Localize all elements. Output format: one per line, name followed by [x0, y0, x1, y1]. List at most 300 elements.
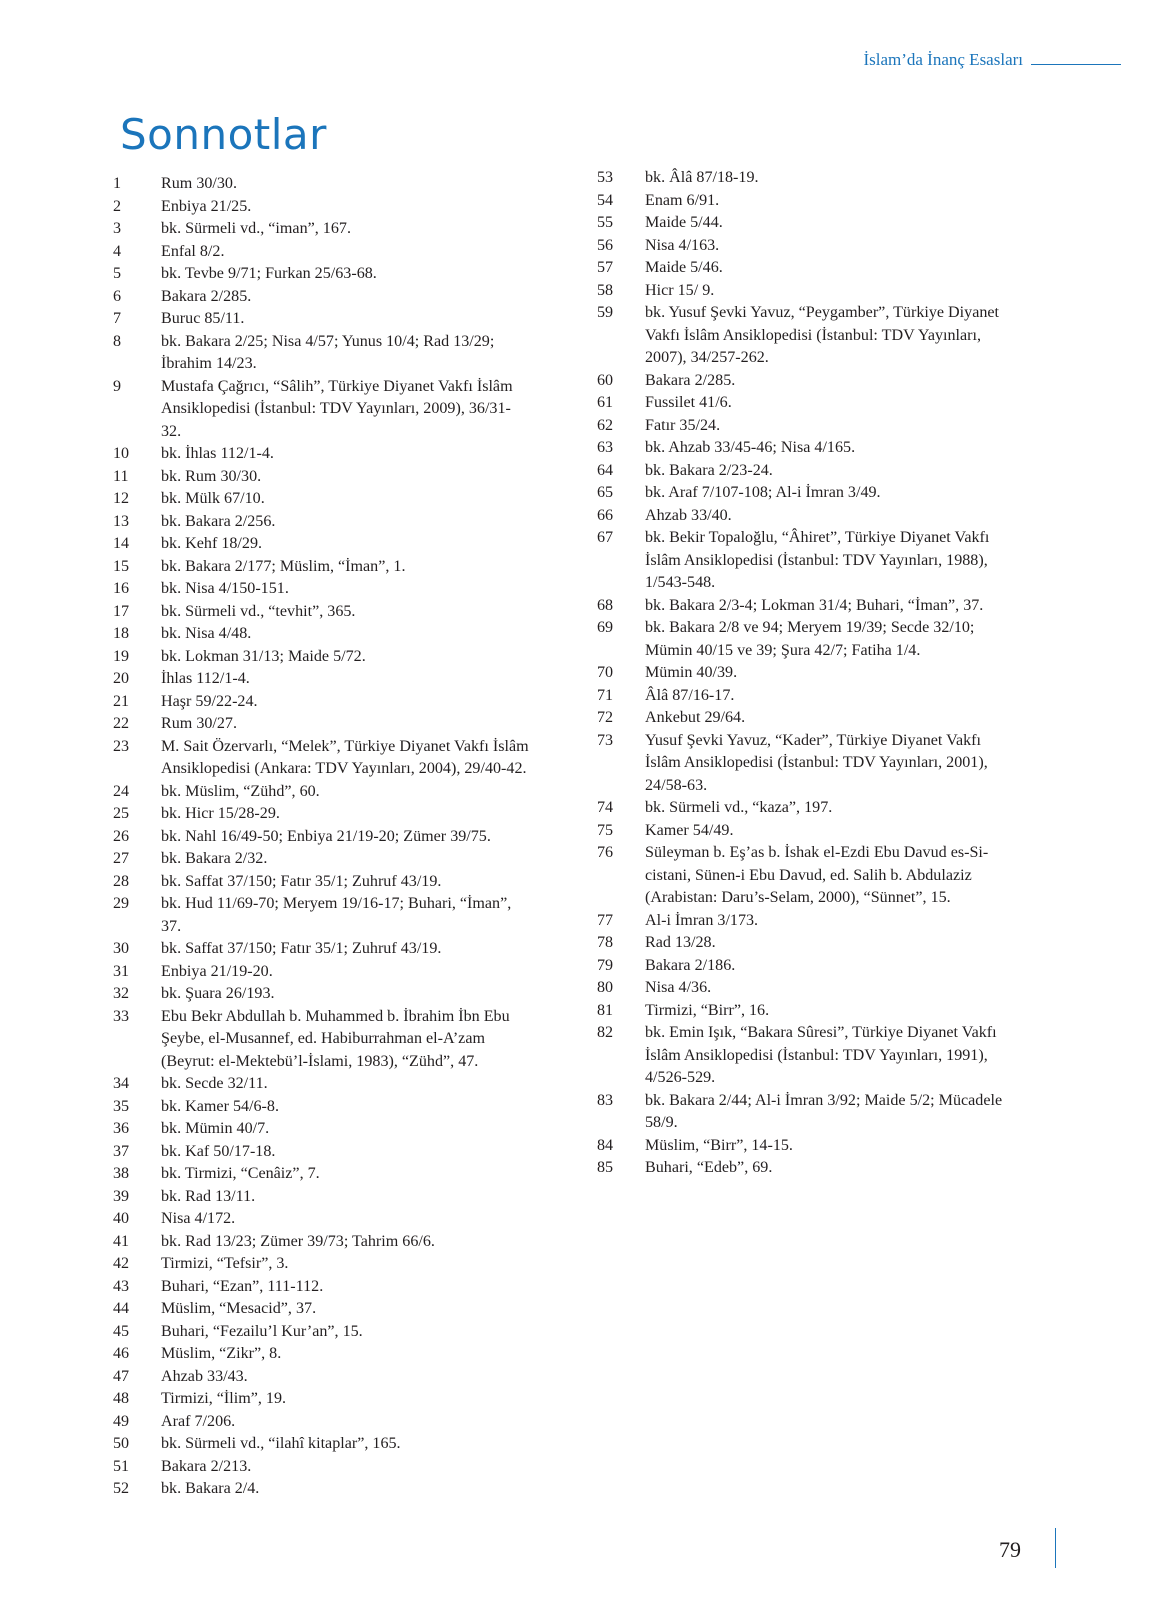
endnote-item [597, 392, 1072, 415]
endnote-text [161, 1366, 581, 1389]
endnote-line: bk. Sürmeli vd., “kaza”, 197. [645, 799, 833, 816]
endnote-number: 55 [597, 214, 614, 231]
endnote-text [161, 668, 581, 691]
endnote-item [597, 662, 1072, 685]
endnote-text [161, 308, 581, 331]
endnote-number: 85 [597, 1159, 614, 1176]
endnote-line: bk. Yusuf Şevki Yavuz, “Peygamber”, Türkiye Diyanet [645, 304, 999, 321]
endnote-text [161, 1478, 581, 1501]
endnote-number: 64 [597, 461, 614, 479]
endnote-item [113, 241, 581, 264]
endnote-line: bk. Rad 13/11. [161, 1187, 256, 1205]
endnote-item [113, 871, 581, 894]
endnote-item [113, 1388, 581, 1411]
endnote-line: Enbiya 21/19-20. [161, 962, 273, 980]
endnote-number: 10 [113, 445, 130, 462]
endnote-item [597, 932, 1072, 955]
endnote-item [597, 595, 1072, 618]
running-header [863, 50, 1121, 70]
endnote-number: 63 [597, 439, 614, 456]
endnote-text [161, 196, 581, 219]
endnote-line: Fatır 35/24. [645, 416, 721, 434]
endnote-line: bk. Nisa 4/48. [161, 625, 252, 642]
endnote-text [161, 218, 581, 241]
endnote-item [597, 482, 1072, 505]
endnote-number: 18 [113, 625, 130, 642]
endnote-number: 59 [597, 304, 614, 321]
endnote-item [597, 167, 1072, 190]
endnote-number: 67 [597, 529, 614, 546]
endnote-text [645, 1090, 1072, 1135]
endnote-item [113, 781, 581, 804]
endnote-line: (Arabistan: Daru’s-Selam, 2000), “Sünnet”, 15. [645, 889, 951, 906]
endnote-line: bk. Saffat 37/150; Fatır 35/1; Zuhruf 43/19. [161, 872, 442, 890]
endnote-text [645, 977, 1072, 1000]
endnote-text [645, 370, 1072, 393]
endnote-number: 49 [113, 1412, 130, 1430]
endnote-text [161, 331, 581, 376]
endnote-line: bk. Bekir Topaloğlu, “Âhiret”, Türkiye Diyanet Vakfı [645, 529, 990, 546]
endnote-text [161, 848, 581, 871]
endnote-text [645, 955, 1072, 978]
endnote-text [161, 443, 581, 466]
endnote-number: 15 [113, 557, 130, 575]
endnote-text [645, 302, 1072, 370]
endnote-item [597, 302, 1072, 370]
endnote-line: (Beyrut: el-Mektebü’l-İslami, 1983), “Zühd”, 47. [161, 1052, 479, 1070]
endnote-number: 27 [113, 850, 130, 867]
endnote-text [645, 1135, 1072, 1158]
endnote-line: bk. İhlas 112/1-4. [161, 445, 274, 462]
endnote-item [113, 286, 581, 309]
endnote-text [161, 1411, 581, 1434]
endnote-number: 34 [113, 1075, 130, 1092]
endnote-text [161, 173, 581, 196]
endnote-number: 41 [113, 1232, 130, 1250]
endnote-item [113, 1141, 581, 1164]
endnote-line: bk. Bakara 2/256. [161, 512, 276, 530]
endnote-line: bk. Lokman 31/13; Maide 5/72. [161, 647, 366, 665]
endnote-line: İslâm Ansiklopedisi (İstanbul: TDV Yayınları, 2001), [645, 754, 988, 771]
endnote-line: Buhari, “Fezailu’l Kur’an”, 15. [161, 1322, 363, 1340]
endnote-line: Müslim, “Birr”, 14-15. [645, 1136, 793, 1154]
endnote-line: bk. Sürmeli vd., “iman”, 167. [161, 220, 351, 237]
endnote-item [113, 376, 581, 444]
endnote-text [161, 1231, 581, 1254]
endnote-item [113, 601, 581, 624]
endnote-item [113, 218, 581, 241]
endnote-line: bk. Ahzab 33/45-46; Nisa 4/165. [645, 439, 856, 456]
endnote-line: bk. Rum 30/30. [161, 467, 262, 485]
endnote-item [597, 527, 1072, 595]
endnote-line: Rum 30/30. [161, 175, 238, 192]
endnote-number: 2 [113, 197, 122, 215]
endnote-number: 62 [597, 416, 614, 434]
endnote-item [597, 707, 1072, 730]
endnote-text [161, 1456, 581, 1479]
endnote-item [597, 370, 1072, 393]
endnotes-right-column [597, 167, 1072, 1180]
endnote-text [645, 842, 1072, 910]
endnote-text [161, 1433, 581, 1456]
endnote-text [645, 212, 1072, 235]
endnote-line: bk. Bakara 2/23-24. [645, 461, 773, 479]
endnote-line: M. Sait Özervarlı, “Melek”, Türkiye Diyanet Vakfı İslâm [161, 737, 529, 755]
endnote-item [113, 1478, 581, 1501]
endnote-number: 16 [113, 580, 130, 597]
endnote-line: bk. Mümin 40/7. [161, 1120, 270, 1137]
endnote-text [645, 1022, 1072, 1090]
endnote-item [113, 1321, 581, 1344]
endnote-number: 9 [113, 377, 122, 395]
endnote-number: 38 [113, 1165, 130, 1182]
endnote-item [113, 1073, 581, 1096]
endnote-line: Buhari, “Ezan”, 111-112. [161, 1277, 324, 1295]
endnote-number: 32 [113, 985, 130, 1002]
endnote-number: 29 [113, 895, 130, 912]
endnote-item [113, 196, 581, 219]
endnote-number: 56 [597, 236, 614, 254]
endnote-number: 48 [113, 1390, 130, 1407]
endnote-text [161, 1298, 581, 1321]
endnote-line: Ebu Bekr Abdullah b. Muhammed b. İbrahim İbn Ebu [161, 1007, 510, 1025]
endnote-number: 51 [113, 1457, 130, 1475]
endnote-line: Maide 5/46. [645, 259, 723, 276]
endnote-text [161, 601, 581, 624]
endnote-text [161, 488, 581, 511]
endnote-item [113, 1231, 581, 1254]
endnote-text [645, 595, 1072, 618]
endnote-text [645, 167, 1072, 190]
endnote-item [113, 533, 581, 556]
endnote-text [161, 983, 581, 1006]
endnote-text [161, 961, 581, 984]
endnote-number: 75 [597, 821, 614, 839]
endnote-item [597, 977, 1072, 1000]
endnote-line: bk. Nahl 16/49-50; Enbiya 21/19-20; Zümer 39/75. [161, 827, 491, 845]
endnote-item [113, 893, 581, 938]
endnote-item [113, 736, 581, 781]
endnote-text [161, 1118, 581, 1141]
endnote-line: 37. [161, 917, 182, 935]
endnote-text [645, 910, 1072, 933]
endnote-number: 7 [113, 310, 122, 327]
endnote-number: 68 [597, 596, 614, 614]
endnote-text [645, 730, 1072, 798]
endnote-line: Hicr 15/ 9. [645, 281, 715, 299]
endnote-line: Bakara 2/285. [645, 371, 736, 389]
endnote-line: İslâm Ansiklopedisi (İstanbul: TDV Yayınları, 1988), [645, 551, 988, 569]
endnote-number: 20 [113, 670, 130, 687]
endnote-text [645, 190, 1072, 213]
endnote-line: İbrahim 14/23. [161, 355, 257, 372]
endnote-text [645, 617, 1072, 662]
endnote-number: 6 [113, 287, 122, 305]
endnote-item [597, 280, 1072, 303]
endnote-item [113, 1433, 581, 1456]
endnote-number: 31 [113, 962, 130, 980]
endnote-number: 70 [597, 664, 614, 681]
endnote-item [113, 803, 581, 826]
endnote-number: 40 [113, 1210, 130, 1227]
endnote-line: Tirmizi, “İlim”, 19. [161, 1390, 287, 1407]
endnote-text [161, 1388, 581, 1411]
endnote-number: 74 [597, 799, 614, 816]
endnote-line: Enfal 8/2. [161, 242, 225, 260]
endnote-number: 43 [113, 1277, 130, 1295]
endnote-line: Rum 30/27. [161, 715, 238, 732]
endnote-text [161, 803, 581, 826]
endnote-number: 4 [113, 242, 122, 260]
endnote-line: Yusuf Şevki Yavuz, “Kader”, Türkiye Diyanet Vakfı [645, 731, 981, 749]
endnote-text [645, 482, 1072, 505]
endnote-line: Mümin 40/39. [645, 664, 738, 681]
endnote-text [645, 1157, 1072, 1180]
endnote-number: 14 [113, 535, 130, 552]
endnote-text [161, 556, 581, 579]
endnote-number: 45 [113, 1322, 130, 1340]
endnote-text [645, 685, 1072, 708]
endnote-item [113, 1006, 581, 1074]
endnote-item [597, 437, 1072, 460]
endnote-text [645, 437, 1072, 460]
endnote-line: bk. Bakara 2/44; Al-i İmran 3/92; Maide 5/2; Mücadele [645, 1091, 1003, 1109]
endnote-line: Mustafa Çağrıcı, “Sâlih”, Türkiye Diyanet Vakfı İslâm [161, 377, 513, 395]
endnote-number: 30 [113, 940, 130, 957]
endnote-text [645, 1000, 1072, 1023]
endnote-number: 44 [113, 1300, 130, 1317]
endnote-number: 61 [597, 394, 614, 411]
endnote-item [597, 820, 1072, 843]
endnote-text [645, 415, 1072, 438]
endnote-text [161, 1006, 581, 1074]
running-header-title: İslam’da İnanç Esasları [863, 50, 1023, 69]
section-title: Sonnotlar [120, 110, 327, 159]
endnote-line: Nisa 4/36. [645, 979, 712, 996]
endnote-line: bk. Secde 32/11. [161, 1075, 268, 1092]
endnote-line: Tirmizi, “Tefsir”, 3. [161, 1255, 289, 1272]
endnote-number: 54 [597, 191, 614, 209]
endnote-item [113, 488, 581, 511]
endnote-text [645, 235, 1072, 258]
endnote-number: 65 [597, 484, 614, 501]
endnote-line: Ansiklopedisi (İstanbul: TDV Yayınları, 2009), 36/31- [161, 400, 511, 417]
endnote-number: 84 [597, 1136, 614, 1154]
endnote-number: 35 [113, 1097, 130, 1115]
endnote-item [113, 1411, 581, 1434]
endnote-number: 23 [113, 737, 130, 755]
endnote-item [113, 556, 581, 579]
endnote-item [113, 1163, 581, 1186]
endnote-item [113, 173, 581, 196]
endnote-text [161, 736, 581, 781]
endnote-text [645, 707, 1072, 730]
endnote-text [161, 286, 581, 309]
endnote-line: Mümin 40/15 ve 39; Şura 42/7; Fatiha 1/4. [645, 641, 921, 659]
endnote-line: Ahzab 33/40. [645, 506, 732, 524]
endnote-number: 8 [113, 332, 122, 350]
endnote-text [645, 932, 1072, 955]
endnote-line: Müslim, “Mesacid”, 37. [161, 1300, 317, 1317]
endnote-item [597, 617, 1072, 662]
endnote-number: 47 [113, 1367, 130, 1385]
endnote-line: bk. Bakara 2/4. [161, 1480, 260, 1497]
endnote-text [161, 826, 581, 849]
endnote-text [161, 376, 581, 444]
endnote-line: İhlas 112/1-4. [161, 670, 250, 687]
endnote-item [597, 1000, 1072, 1023]
endnote-text [645, 460, 1072, 483]
endnote-item [113, 1186, 581, 1209]
endnote-item [113, 938, 581, 961]
endnote-number: 76 [597, 844, 614, 861]
endnote-line: bk. Kehf 18/29. [161, 535, 263, 552]
endnote-item [597, 1157, 1072, 1180]
endnote-line: bk. Nisa 4/150-151. [161, 580, 289, 597]
endnote-text [161, 623, 581, 646]
endnote-number: 13 [113, 512, 130, 530]
endnote-item [113, 983, 581, 1006]
endnote-line: bk. Tirmizi, “Cenâiz”, 7. [161, 1165, 320, 1182]
endnote-item [597, 685, 1072, 708]
endnote-item [597, 1022, 1072, 1090]
endnote-line: bk. Tevbe 9/71; Furkan 25/63-68. [161, 265, 377, 282]
endnote-line: bk. Sürmeli vd., “ilahî kitaplar”, 165. [161, 1435, 401, 1452]
endnote-item [113, 331, 581, 376]
endnote-item [113, 1366, 581, 1389]
page-number: 79 [999, 1537, 1021, 1562]
endnote-number: 42 [113, 1255, 130, 1272]
endnote-line: 24/58-63. [645, 776, 708, 794]
endnote-line: Ahzab 33/43. [161, 1367, 248, 1385]
endnote-number: 50 [113, 1435, 130, 1452]
endnote-line: Haşr 59/22-24. [161, 692, 258, 710]
endnote-text [161, 1073, 581, 1096]
endnote-line: 4/526-529. [645, 1069, 716, 1086]
endnote-number: 17 [113, 602, 130, 620]
endnote-item [597, 1090, 1072, 1135]
endnote-number: 3 [113, 220, 122, 237]
endnote-text [161, 938, 581, 961]
endnote-number: 5 [113, 265, 122, 282]
endnote-line: Bakara 2/285. [161, 287, 252, 305]
endnote-item [113, 1276, 581, 1299]
endnote-line: 1/543-548. [645, 574, 716, 591]
endnote-line: bk. Bakara 2/8 ve 94; Meryem 19/39; Secde 32/10; [645, 619, 975, 636]
endnote-item [113, 511, 581, 534]
endnote-line: bk. Bakara 2/32. [161, 850, 268, 867]
endnote-text [645, 257, 1072, 280]
endnote-item [113, 961, 581, 984]
endnote-number: 71 [597, 686, 614, 704]
endnote-line: Al-i İmran 3/173. [645, 911, 759, 929]
endnote-number: 57 [597, 259, 614, 276]
endnote-item [113, 1208, 581, 1231]
endnote-number: 66 [597, 506, 614, 524]
endnote-line: 2007), 34/257-262. [645, 349, 769, 366]
endnote-item [113, 443, 581, 466]
endnote-line: Nisa 4/172. [161, 1210, 236, 1227]
endnote-item [113, 623, 581, 646]
endnote-number: 28 [113, 872, 130, 890]
endnote-text [161, 1186, 581, 1209]
endnote-number: 39 [113, 1187, 130, 1205]
endnote-line: Süleyman b. Eş’as b. İshak el-Ezdi Ebu Davud es-Si- [645, 844, 989, 861]
endnote-line: bk. Hicr 15/28-29. [161, 805, 280, 822]
endnote-line: Şeybe, el-Musannef, ed. Habiburrahman el-A’zam [161, 1030, 485, 1047]
endnote-line: bk. Âlâ 87/18-19. [645, 169, 759, 186]
endnote-text [161, 511, 581, 534]
endnote-item [113, 646, 581, 669]
endnote-line: Âlâ 87/16-17. [645, 686, 735, 704]
endnote-number: 21 [113, 692, 130, 710]
endnote-line: bk. Hud 11/69-70; Meryem 19/16-17; Buhari, “İman”, [161, 895, 512, 912]
endnote-text [161, 1343, 581, 1366]
endnote-text [161, 1096, 581, 1119]
endnote-line: 32. [161, 422, 182, 440]
endnote-item [113, 848, 581, 871]
endnote-text [645, 527, 1072, 595]
endnote-number: 1 [113, 175, 122, 192]
endnote-line: bk. Bakara 2/25; Nisa 4/57; Yunus 10/4; Rad 13/29; [161, 332, 495, 350]
endnote-text [161, 646, 581, 669]
endnote-item [597, 842, 1072, 910]
endnote-item [597, 505, 1072, 528]
header-rule [1031, 64, 1121, 65]
page-number-rule [1055, 1528, 1056, 1568]
endnote-line: bk. Kaf 50/17-18. [161, 1142, 276, 1160]
endnote-number: 77 [597, 911, 614, 929]
endnote-line: Ankebut 29/64. [645, 709, 746, 726]
endnote-item [597, 1135, 1072, 1158]
endnote-text [161, 1208, 581, 1231]
endnote-number: 72 [597, 709, 614, 726]
endnote-item [113, 1298, 581, 1321]
endnote-item [597, 212, 1072, 235]
endnote-item [597, 235, 1072, 258]
endnote-item [113, 466, 581, 489]
endnote-item [113, 1096, 581, 1119]
endnote-text [645, 820, 1072, 843]
endnote-item [113, 1456, 581, 1479]
endnote-item [597, 190, 1072, 213]
endnote-number: 69 [597, 619, 614, 636]
endnotes-left-column [113, 173, 581, 1501]
endnote-text [161, 1253, 581, 1276]
endnote-line: bk. Müslim, “Zühd”, 60. [161, 782, 320, 800]
endnote-line: Rad 13/28. [645, 934, 716, 951]
endnote-text [161, 713, 581, 736]
endnote-line: Maide 5/44. [645, 214, 723, 231]
endnote-text [645, 280, 1072, 303]
endnote-text [161, 466, 581, 489]
endnote-item [113, 1118, 581, 1141]
endnote-text [645, 662, 1072, 685]
endnote-text [161, 1276, 581, 1299]
endnote-number: 79 [597, 956, 614, 974]
endnote-number: 37 [113, 1142, 130, 1160]
endnote-number: 60 [597, 371, 614, 389]
endnote-number: 36 [113, 1120, 130, 1137]
endnote-item [113, 578, 581, 601]
endnote-item [113, 826, 581, 849]
endnote-line: Bakara 2/213. [161, 1457, 252, 1475]
endnote-item [597, 910, 1072, 933]
endnote-line: Ansiklopedisi (Ankara: TDV Yayınları, 2004), 29/40-42. [161, 760, 527, 777]
endnote-text [161, 1321, 581, 1344]
endnote-line: bk. Araf 7/107-108; Al-i İmran 3/49. [645, 484, 881, 501]
endnote-item [113, 1253, 581, 1276]
